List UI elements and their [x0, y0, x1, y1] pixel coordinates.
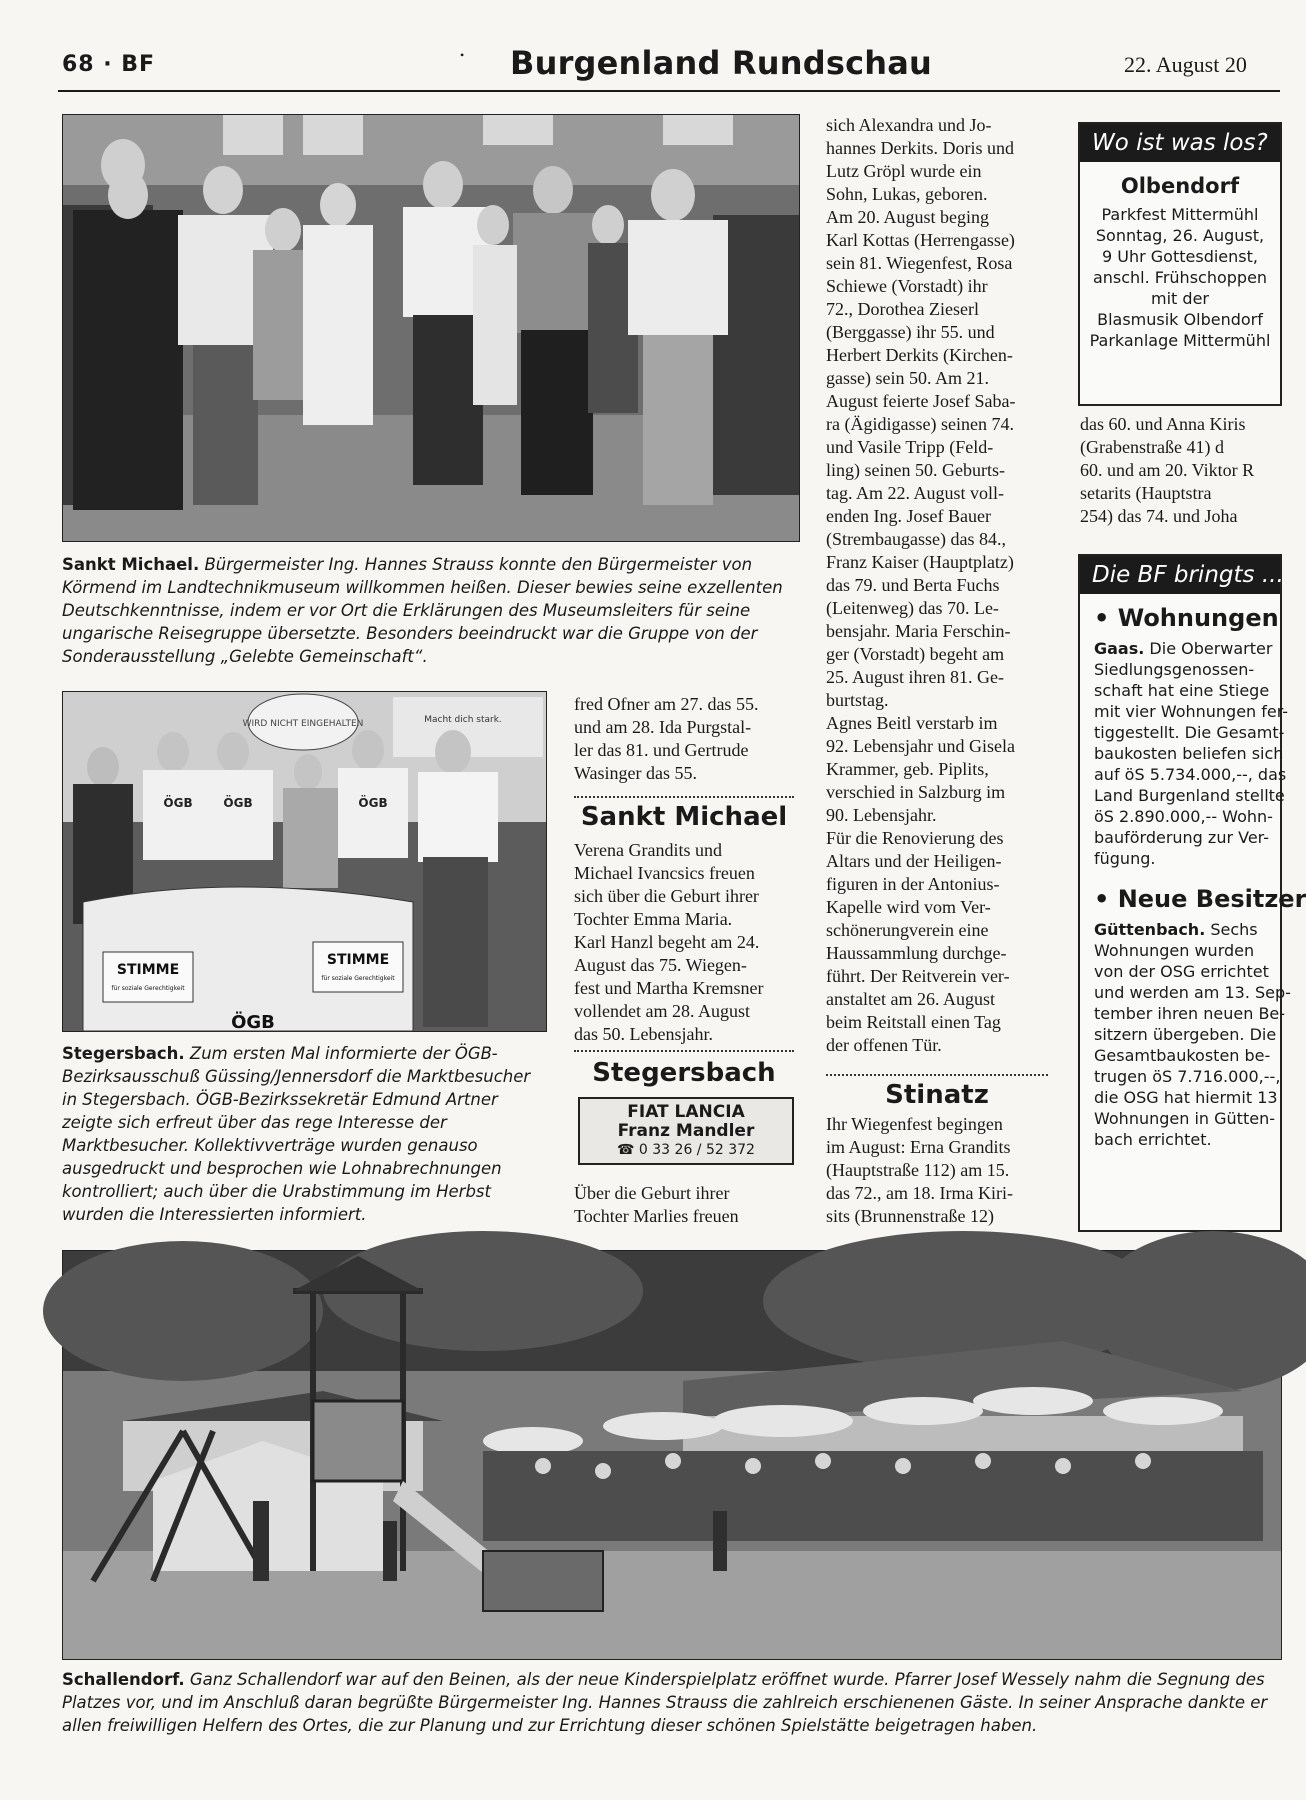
text-line: hannes Derkits. Doris und — [826, 138, 1014, 158]
text-line: burtstag. — [826, 690, 889, 710]
birthdays-column-middle — [574, 693, 794, 785]
counter-sub-text-2: für soziale Gerechtigkeit — [321, 975, 395, 982]
text-line: ger (Vorstadt) begeht am — [826, 644, 1005, 664]
text-line: figuren in der Antonius- — [826, 874, 1000, 894]
text-line: auf öS 5.734.000,--, das — [1094, 765, 1287, 784]
text-line: Franz Kaiser (Hauptplatz) — [826, 552, 1014, 572]
text-line: Siedlungsgenossen- — [1094, 660, 1255, 679]
text-line: Herbert Derkits (Kirchen- — [826, 345, 1013, 365]
text-line: Tochter Marlies freuen — [574, 1206, 739, 1226]
fiat-lancia-ad — [578, 1097, 794, 1165]
text-line: Lutz Gröpl wurde ein — [826, 161, 982, 181]
caption-place: Stegersbach. — [62, 1044, 185, 1063]
item-place: Gaas. — [1094, 639, 1145, 658]
text-line: Land Burgenland stellte — [1094, 786, 1285, 805]
text-line: tag. Am 22. August voll- — [826, 483, 1005, 503]
text-line: vollendet am 28. August — [574, 1001, 750, 1021]
text-line: bauförderung zur Ver- — [1094, 828, 1269, 847]
text-line: Sechs — [1210, 920, 1258, 939]
header-dot: • — [460, 48, 465, 62]
text-line: Verena Grandits und — [574, 840, 722, 860]
stinatz-text — [826, 1113, 1048, 1228]
counter-stimme-text-1: STIMME — [116, 962, 180, 978]
section-heading-stegersbach: Stegersbach — [592, 1058, 776, 1088]
text-line: das 50. Lebensjahr. — [574, 1024, 713, 1044]
text-line: Tochter Emma Maria. — [574, 909, 733, 929]
text-line: Blasmusik Olbendorf — [1097, 310, 1263, 329]
ad-line-1: FIAT LANCIA — [627, 1102, 745, 1122]
event-details — [1080, 204, 1280, 351]
text-line: mit der — [1151, 289, 1209, 308]
museum-photo-caption — [62, 553, 798, 668]
text-line: (Berggasse) ihr 55. und — [826, 322, 995, 342]
museum-group-photo — [62, 114, 800, 542]
text-line: Gesamtbaukosten be- — [1094, 1046, 1271, 1065]
box-banner: Die BF bringts ... — [1080, 556, 1280, 594]
text-line: bensjahr. Maria Ferschin- — [826, 621, 1011, 641]
text-line: und Vasile Tripp (Feld- — [826, 437, 994, 457]
text-line: sich über die Geburt ihrer — [574, 886, 759, 906]
caption-text: Bürgermeister Ing. Hannes Strauss konnte den Bürgermeister von Körmend im Landtechnikmuseum willkommen heißen. Dieser bewies seine exzellenten Deutschkenntnisse, indem er vor Ort die Erklärungen des Museumsleiters für seine ungarische Reisegruppe übersetzte. Besonders beeindruckt war die Gruppe von der Sonderausstellung „Gelebte Gemeinschaft“. — [62, 555, 783, 666]
text-line: Agnes Beitl verstarb im — [826, 713, 998, 733]
text-line: 90. Lebensjahr. — [826, 805, 937, 825]
text-line: der offenen Tür. — [826, 1035, 942, 1055]
item-heading-wohnungen: • Wohnungen — [1094, 604, 1279, 632]
text-line: Sonntag, 26. August, — [1095, 226, 1265, 245]
text-line: baukosten beliefen sich — [1094, 744, 1284, 763]
text-line: 72., Dorothea Zieserl — [826, 299, 979, 319]
bf-bringts-box — [1078, 554, 1306, 1232]
far-right-text — [1080, 413, 1280, 528]
text-line: tember ihren neuen Be- — [1094, 1004, 1286, 1023]
text-line: August das 75. Wiegen- — [574, 955, 747, 975]
item-heading-neue-besitzer: • Neue Besitzer — [1094, 885, 1306, 913]
text-line: tiggestellt. Die Gesamt- — [1094, 723, 1285, 742]
ogb-shirt-text-1: ÖGB — [163, 796, 193, 810]
ogb-shirt-text-2: ÖGB — [223, 796, 253, 810]
counter-stimme-text-2: STIMME — [326, 952, 390, 968]
masthead: Burgenland Rundschau — [510, 44, 933, 82]
page-number: 68 · BF — [62, 52, 156, 77]
text-line: im August: Erna Grandits — [826, 1137, 1011, 1157]
text-line: Schiewe (Vorstadt) ihr — [826, 276, 988, 296]
text-line: anschl. Frühschoppen — [1092, 268, 1268, 287]
text-line: ler das 81. und Gertrude — [574, 740, 749, 760]
text-line: und am 28. Ida Purgstal- — [574, 717, 752, 737]
wo-ist-was-los-box — [1078, 122, 1282, 406]
text-line: fred Ofner am 27. das 55. — [574, 694, 759, 714]
text-line: gasse) sein 50. Am 21. — [826, 368, 989, 388]
section-heading-stinatz: Stinatz — [885, 1080, 989, 1110]
ogb-sign-text-1: WIRD NICHT EINGEHALTEN — [242, 719, 364, 729]
text-line: anstaltet am 26. August — [826, 989, 995, 1009]
text-line: 9 Uhr Gottesdienst, — [1102, 247, 1258, 266]
text-line: Wasinger das 55. — [574, 763, 698, 783]
item-body — [1094, 638, 1289, 869]
caption-place: Schallendorf. — [62, 1670, 185, 1689]
ad-line-2: Franz Mandler — [617, 1121, 755, 1141]
text-line: öS 2.890.000,-- Wohn- — [1094, 807, 1273, 826]
ogb-photo-caption — [62, 1042, 545, 1226]
header-rule — [58, 90, 1280, 92]
text-line: Sohn, Lukas, geboren. — [826, 184, 988, 204]
text-line: trugen öS 7.716.000,--, — [1094, 1067, 1281, 1086]
text-line: das 60. und Anna Kiris — [1080, 414, 1246, 434]
text-line: führt. Der Reitverein ver- — [826, 966, 1010, 986]
text-line: setarits (Hauptstra — [1080, 483, 1212, 503]
text-line: ra (Ägidigasse) seinen 74. — [826, 414, 1014, 434]
text-line: und werden am 13. Sep- — [1094, 983, 1291, 1002]
text-line: Ihr Wiegenfest begingen — [826, 1114, 1003, 1134]
text-line: sitzern übergeben. Die — [1094, 1025, 1277, 1044]
text-line: beim Reitstall einen Tag — [826, 1012, 1001, 1032]
caption-place: Sankt Michael. — [62, 555, 200, 574]
text-line: Krammer, geb. Piplits, — [826, 759, 989, 779]
text-line: Parkfest Mittermühl — [1101, 205, 1259, 224]
item-place: Güttenbach. — [1094, 920, 1206, 939]
ogb-shirt-text-3: ÖGB — [358, 796, 388, 810]
text-line: von der OSG errichtet — [1094, 962, 1269, 981]
text-line: enden Ing. Josef Bauer — [826, 506, 991, 526]
text-line: Karl Kottas (Herrengasse) — [826, 230, 1015, 250]
text-line: Michael Ivancsics freuen — [574, 863, 755, 883]
text-line: (Leitenweg) das 70. Le- — [826, 598, 999, 618]
text-line: Altars und der Heiligen- — [826, 851, 1002, 871]
section-divider — [826, 1074, 1048, 1076]
text-line: 92. Lebensjahr und Gisela — [826, 736, 1015, 756]
counter-sub-text-1: für soziale Gerechtigkeit — [111, 985, 185, 992]
text-line: Über die Geburt ihrer — [574, 1183, 730, 1203]
text-line: sich Alexandra und Jo- — [826, 115, 992, 135]
text-line: schönerungverein eine — [826, 920, 989, 940]
section-divider — [574, 1050, 794, 1052]
text-line: Wohnungen wurden — [1094, 941, 1255, 960]
text-line: fest und Martha Kremsner — [574, 978, 764, 998]
text-line: 60. und am 20. Viktor R — [1080, 460, 1255, 480]
box-banner: Wo ist was los? — [1080, 124, 1280, 162]
text-line: Die Oberwarter — [1149, 639, 1273, 658]
text-line: August feierte Josef Saba- — [826, 391, 1016, 411]
text-line: ling) seinen 50. Geburts- — [826, 460, 1005, 480]
issue-date: 22. August 20 — [1124, 52, 1247, 77]
text-line: Für die Renovierung des — [826, 828, 1004, 848]
counter-ogb-text: ÖGB — [231, 1012, 275, 1033]
ogb-sign-text-2: Macht dich stark. — [424, 715, 502, 725]
caption-text: Zum ersten Mal informierte der ÖGB-Bezirksausschuß Güssing/Jennersdorf die Marktbesucher in Stegersbach. ÖGB-Bezirkssekretär Edmund Artner zeigte sich erfreut über das rege Interesse der Marktbesucher. Kollektivverträge wurden genauso ausgedruckt und besprochen wie Lohnabrechnungen kontrolliert; auch über die Urabstimmung im Herbst wurden die Interessierten informiert. — [62, 1044, 531, 1224]
text-line: (Grabenstraße 41) d — [1080, 437, 1224, 457]
text-line: Kapelle wird vom Ver- — [826, 897, 991, 917]
text-line: mit vier Wohnungen fer- — [1094, 702, 1289, 721]
ad-phone: ☎ 0 33 26 / 52 372 — [617, 1142, 755, 1158]
text-line: Haussammlung durchge- — [826, 943, 1007, 963]
text-line: verschied in Salzburg im — [826, 782, 1006, 802]
text-line: sits (Brunnenstraße 12) — [826, 1206, 994, 1226]
event-place: Olbendorf — [1120, 174, 1240, 198]
ogb-market-stand-photo — [62, 691, 547, 1032]
playground-photo — [62, 1250, 1282, 1660]
birthdays-column-right — [826, 114, 1048, 1057]
section-divider — [574, 796, 794, 798]
text-line: (Hauptstraße 112) am 15. — [826, 1160, 1010, 1180]
caption-text: Ganz Schallendorf war auf den Beinen, als der neue Kinderspielplatz eröffnet wurde. Pfarrer Josef Wessely nahm die Segnung des Platzes vor, und im Anschluß daran begrüßte Bürgermeister Ing. Hannes Strauss die zahlreich erschienenen Gäste. In seiner Ansprache dankte er allen freiwilligen Helfern des Ortes, die zur Planung und zur Errichtung dieser schönen Spielstätte beigetragen haben. — [62, 1670, 1268, 1735]
text-line: das 79. und Berta Fuchs — [826, 575, 1000, 595]
text-line: 254) das 74. und Joha — [1080, 506, 1238, 526]
text-line: (Strembaugasse) das 84., — [826, 529, 1006, 549]
text-line: Parkanlage Mittermühl — [1089, 331, 1271, 350]
text-line: das 72., am 18. Irma Kiri- — [826, 1183, 1013, 1203]
text-line: Karl Hanzl begeht am 24. — [574, 932, 760, 952]
text-line: Am 20. August beging — [826, 207, 990, 227]
text-line: sein 81. Wiegenfest, Rosa — [826, 253, 1013, 273]
text-line: 25. August ihren 81. Ge- — [826, 667, 1004, 687]
text-line: die OSG hat hiermit 13 — [1094, 1088, 1278, 1107]
text-line: Wohnungen in Gütten- — [1094, 1109, 1275, 1128]
section-heading-sankt-michael: Sankt Michael — [580, 802, 788, 832]
stegersbach-text — [574, 1182, 794, 1228]
text-line: bach errichtet. — [1094, 1130, 1212, 1149]
sankt-michael-text — [574, 839, 794, 1046]
item-body — [1094, 919, 1291, 1150]
text-line: schaft hat eine Stiege — [1094, 681, 1270, 700]
text-line: fügung. — [1094, 849, 1156, 868]
playground-photo-caption — [62, 1668, 1280, 1737]
